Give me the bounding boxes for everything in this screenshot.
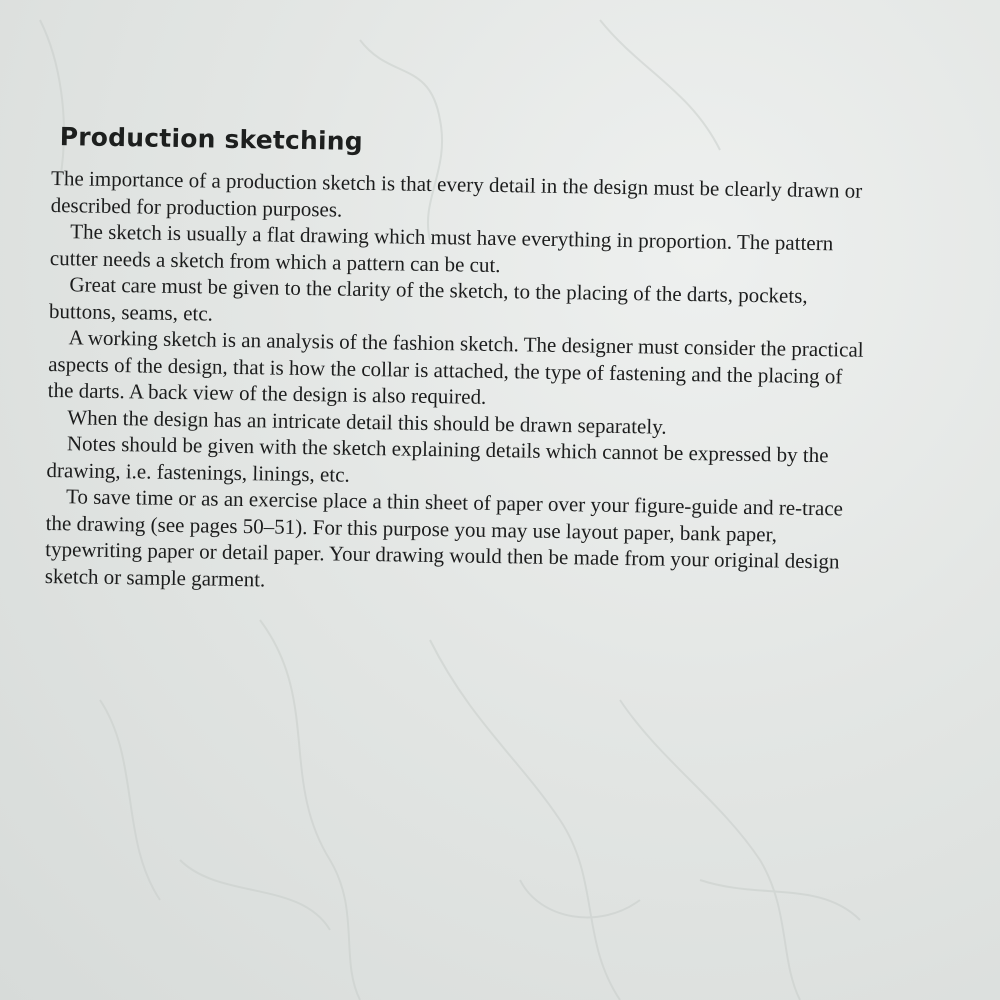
text-block — [45, 122, 872, 602]
paragraph: The sketch is usually a flat drawing which must have everything in proportion. The pattern cutter needs a sketch from which a pattern can be cut. — [49, 219, 834, 277]
paragraph: A working sketch is an analysis of the fashion sketch. The designer must consider the practical aspects of the design, that is how the collar is attached, the type of fastening and the placing of the darts. A back view of the design is also required. — [47, 325, 864, 409]
paragraph: Notes should be given with the sketch explaining details which cannot be expressed by the drawing, i.e. fastenings, linings, etc. — [46, 431, 829, 487]
paragraph: The importance of a production sketch is that every detail in the design must be clearly drawn or described for production purposes. — [50, 165, 863, 222]
paragraph: Great care must be given to the clarity of the sketch, to the placing of the darts, pockets, buttons, seams, etc. — [48, 272, 808, 326]
paragraph: When the design has an intricate detail this should be drawn separately. — [67, 404, 667, 439]
paragraph: To save time or as an exercise place a thin sheet of paper over your figure-guide and re-trace the drawing (see pages 50–51). For this purpose you may use layout paper, bank paper, typewriting paper or detail paper. Your drawing would then be made from your original design sketch or sample garment. — [44, 484, 844, 591]
section-heading: Production sketching — [59, 122, 364, 156]
